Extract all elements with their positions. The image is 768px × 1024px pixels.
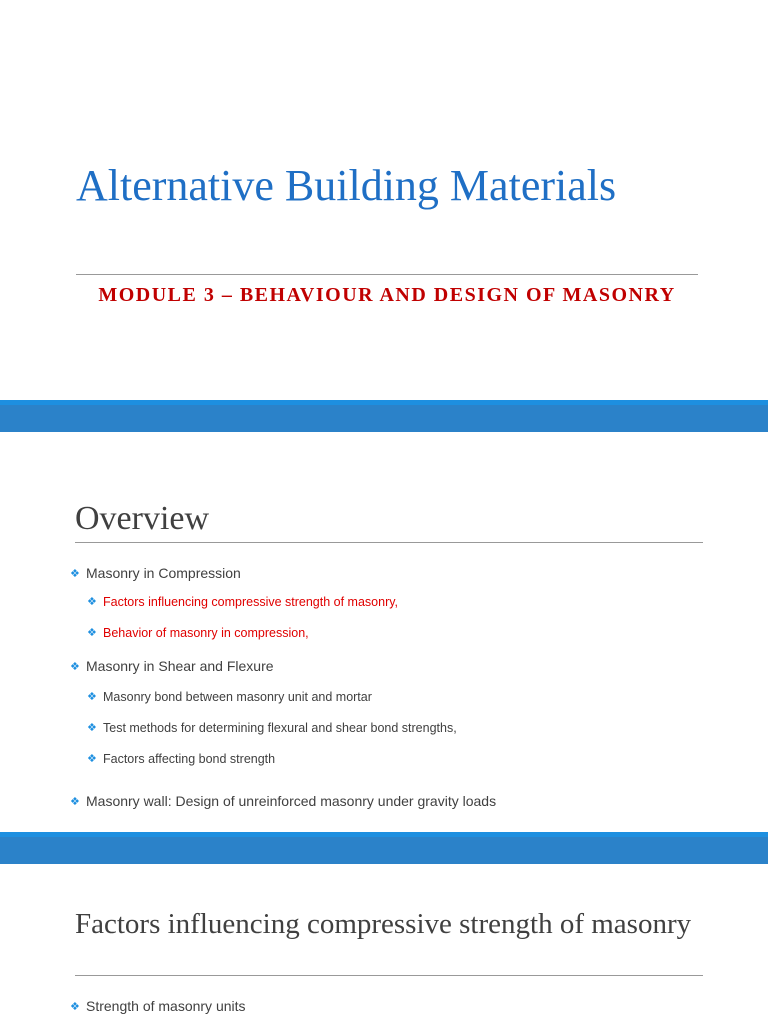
factors-heading: Factors influencing compressive strength of masonry xyxy=(75,908,692,940)
bullet-item xyxy=(70,564,241,583)
bullet-text: Test methods for determining flexural and shear bond strengths, xyxy=(103,721,457,735)
overview-heading-rule xyxy=(75,542,703,543)
module-subtitle: MODULE 3 – BEHAVIOUR AND DESIGN OF MASONRY xyxy=(98,284,676,306)
factors-heading-rule xyxy=(75,975,703,976)
title-slide xyxy=(0,0,768,400)
bullet-text: Factors influencing compressive strength of masonry, xyxy=(103,595,399,609)
title-divider-line xyxy=(76,274,698,275)
bullet-text: Strength of masonry units xyxy=(86,998,246,1014)
slide-separator-band xyxy=(0,400,768,432)
overview-heading: Overview xyxy=(75,500,210,537)
bullet-text: Behavior of masonry in compression, xyxy=(103,626,309,640)
bullet-text: Masonry in Shear and Flexure xyxy=(86,658,274,674)
overview-slide xyxy=(0,432,768,832)
bullet-item xyxy=(87,625,309,641)
diamond-bullet-icon: ❖ xyxy=(87,626,97,639)
bullet-text: Masonry wall: Design of unreinforced masonry under gravity loads xyxy=(86,793,497,809)
bullet-item xyxy=(87,720,457,736)
bullet-text: Factors affecting bond strength xyxy=(103,752,276,766)
diamond-bullet-icon: ❖ xyxy=(87,752,97,765)
diamond-bullet-icon: ❖ xyxy=(70,795,80,808)
bullet-item xyxy=(87,689,372,705)
diamond-bullet-icon: ❖ xyxy=(70,1000,80,1013)
bullet-item xyxy=(70,792,496,811)
bullet-item xyxy=(87,751,275,767)
bullet-item xyxy=(70,997,246,1016)
bullet-item xyxy=(87,594,398,610)
bullet-text: Masonry in Compression xyxy=(86,565,241,581)
diamond-bullet-icon: ❖ xyxy=(87,721,97,734)
diamond-bullet-icon: ❖ xyxy=(87,690,97,703)
slide-separator-band xyxy=(0,832,768,864)
diamond-bullet-icon: ❖ xyxy=(70,660,80,673)
factors-slide xyxy=(0,864,768,1024)
bullet-item xyxy=(70,657,274,676)
bullet-text: Masonry bond between masonry unit and mortar xyxy=(103,690,372,704)
diamond-bullet-icon: ❖ xyxy=(87,595,97,608)
presentation-title: Alternative Building Materials xyxy=(76,161,617,210)
diamond-bullet-icon: ❖ xyxy=(70,567,80,580)
